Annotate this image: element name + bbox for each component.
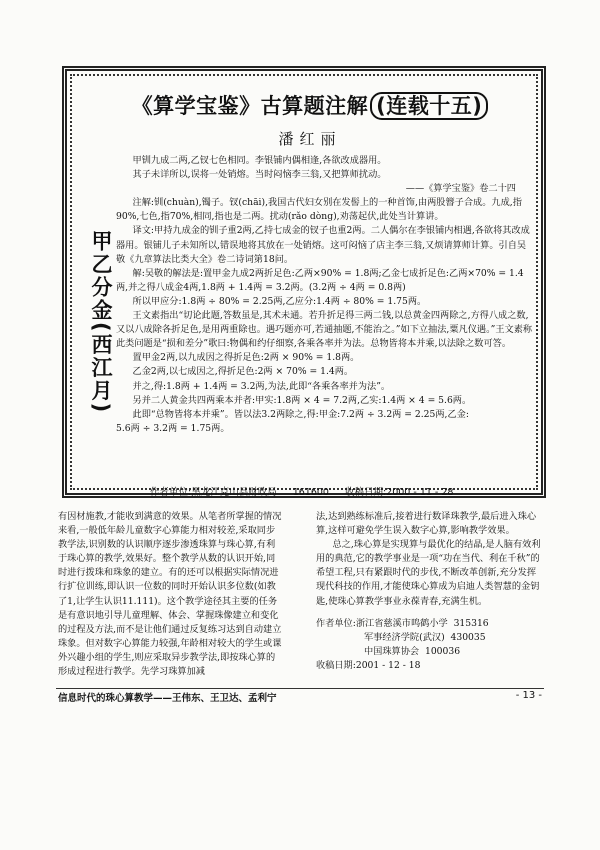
footer-rule [56, 688, 544, 689]
article-footer [150, 484, 469, 498]
footer-received: 收稿日期:2000 - 11 - 28 [344, 487, 454, 498]
calc-jia: 置甲金2两,以九成因之得折足色:2两 × 90% = 1.8两。 [132, 352, 360, 364]
addr-3: 中国珠算协会 [364, 645, 420, 657]
received-date: 收稿日期:2001 - 12 - 18 [316, 659, 421, 671]
calc-final-1: 此即“总物皆将本并乘”。皆以法3.2两除之,得:甲金:7.2两 ÷ 3.2两 = 2.25两,乙金: [132, 408, 469, 420]
calc-yi: 乙金2两,以七成因之,得折足色:2两 × 70% = 1.4两。 [132, 366, 354, 378]
problem-line-2: 其子未详所以,误将一处销熔。当时闷恼李三翁,又把算师扰动。 [132, 169, 387, 181]
title-serial: (连载十五) [370, 92, 488, 120]
addr-1: 浙江省慈溪市鸣鹤小学 [355, 617, 448, 629]
notes-paragraph: 注解:钏(chuàn),镯子。钗(chāi),我国古代妇女别在发髻上的一种首饰,由两股簪子合成。九成,指90%,七色,指70%,相同,指也是二两。扰动(rǎo dòng),劝荡起伏,此处当计算讲。 [116, 197, 522, 223]
running-footer-title: 信息时代的珠心算教学——王伟东、王卫达、孟利宁 [58, 693, 277, 704]
addr-1-code: 315316 [453, 617, 489, 629]
author-addresses [316, 617, 542, 673]
article-author: 潘红丽 [278, 130, 342, 148]
translation-paragraph: 译文:甲持九成金的钏子重2两,乙持七成金的钗子也重2两。二人偶尔在李银铺内相遇,各欲将其改成器用。银铺儿子未知所以,错误地将其放在一处销熔。这可闷恼了店主李三翁,又烦请算师计算。引自吴敬《九章算法比类大全》卷二诗词第18问。 [116, 225, 530, 265]
calc-final-2: 5.6两 ÷ 3.2两 = 1.75两。 [116, 422, 230, 434]
calc-total: 另并二人黄金共四两乘本并者:甲实:1.8两 × 4 = 7.2两,乙实:1.4两 × 4 = 5.6两。 [132, 394, 472, 406]
problem-line-1: 甲钏九成二两,乙钗七色相同。李银铺内偶相逢,各欲改成器用。 [132, 155, 387, 166]
side-column-title: 甲乙分金(西江月) [89, 230, 113, 415]
right-column-text-1: 法,达到熟练标准后,接着进行数译珠教学,最后进入珠心算,这样可避免学生误入数字心算,影响教学效果。 [316, 511, 537, 537]
addr-3-code: 100036 [424, 645, 461, 657]
title-main: 《算学宝鉴》古算题注解 [131, 94, 369, 118]
page-number: - 13 - [515, 690, 542, 701]
commentary-paragraph: 王文素指出“切论此题,答数虽是,其术未通。若升折足得三两二钱,以总黄金四两除之,方得八成之数,又以八成除各折足色,是用两重除也。遇巧题亦可,若通抽题,不能治之。”如下立抽法,粟凡仪遇。”王文素称此类问题是“损和差分”歌曰:物偶和约仔细察,各乘各率并为法。总物皆将本并乘,以法除之数可答。 [116, 310, 533, 350]
addr-label: 作者单位: [316, 617, 356, 629]
left-column-text: 有因材施教,才能收到满意的效果。从笔者所掌握的情况来看,一般低年龄儿童数字心算能力相对较差,采取同步教学法,识别数的认识顺序逐步渗透珠算与珠心算,有利于珠心算的教学,效果好。整个教学从数的认识开始,同时进行拨珠和珠象的建立。有的还可以根据实际情况进行扩位训练,即认识一位数的同时开始认识多位数(如教了1,让学生认识11.111)。这个教学途径其主要的任务是有意识地引导儿童理解、体会、掌握珠像建立和变化的过程及方法,而不是让他们通过反复练习达到自动建立珠象。但对数字心算能力较强,年龄相对较大的学生或课外兴趣小组的学生,则应采取异步教学法,即按珠心算的形成过程进行教学。先学习珠算加减 [58, 511, 282, 678]
article-body [116, 154, 534, 436]
solution-paragraph: 解:吴敬的解法是:置甲金九成2两折足色:乙两×90% = 1.8两;乙金七成折足色:乙两×70% = 1.4两,并之得八成金4两,1.8两 + 1.4两 = 3.2两。(3.2两 ÷ 4两 = 0.8两) [116, 267, 524, 293]
right-column-text-2: 总之,珠心算是实现算与最优化的结晶,是人脑有效利用的典范,它的教学事业是一项“功在当代、利在千秋”的希望工程,只有紧跟时代的步伐,不断改革创新,充分发挥现代科技的作用,才能使珠心算成为启迪人类智慧的金钥匙,使珠心算教学事业永葆青春,充满生机。 [316, 539, 541, 607]
footer-affiliation: 作者单位:黑龙江克山县财政局 [150, 487, 277, 498]
solution-ratio: 所以甲应分:1.8两 ÷ 80% = 2.25两,乙应分:1.4两 ÷ 80% = 1.75两。 [132, 295, 427, 307]
addr-2-code: 430035 [450, 631, 486, 643]
article-title [110, 90, 510, 120]
problem-source: ——《算学宝鉴》卷二十四 [405, 183, 516, 195]
footer-postcode: 161600 [292, 487, 329, 498]
left-column [58, 510, 284, 679]
addr-2: 军事经济学院(武汉) [364, 631, 445, 643]
right-column [316, 510, 542, 673]
calc-sum: 并之,得:1.8两 + 1.4两 = 3.2两,为法,此即“各乘各率并为法”。 [132, 380, 391, 392]
